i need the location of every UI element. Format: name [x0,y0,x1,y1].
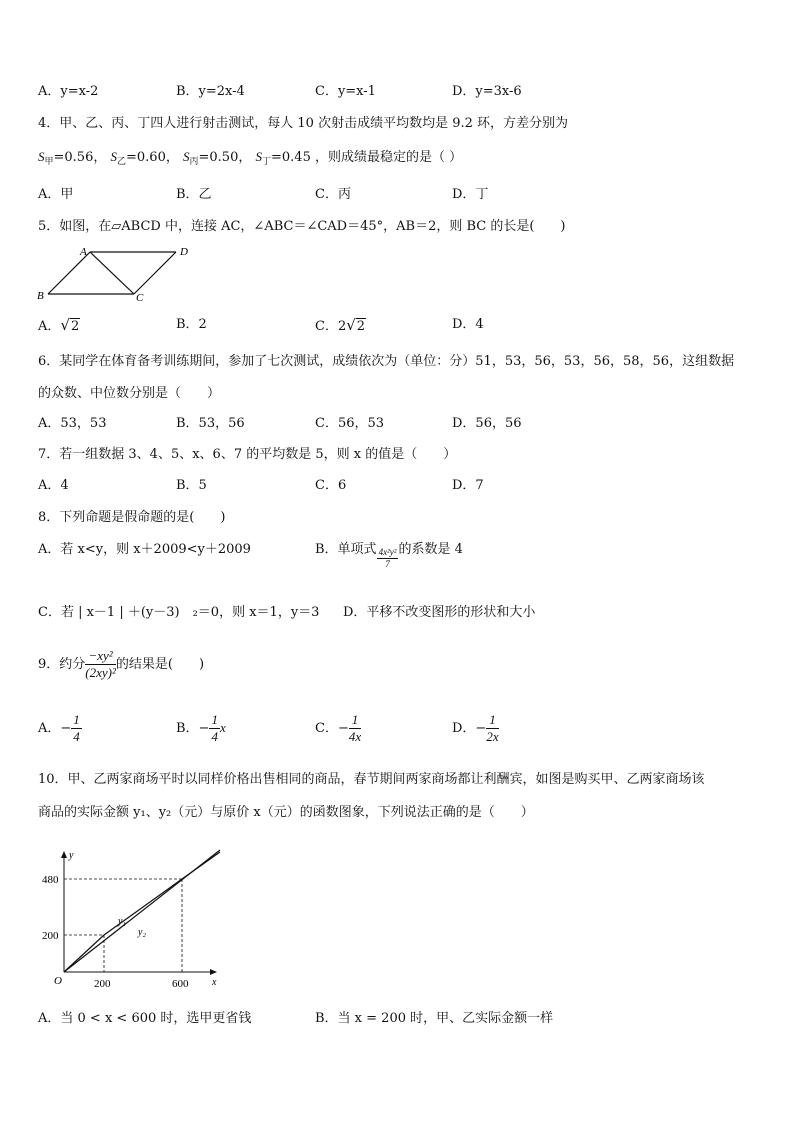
q6-option-a: A．53，53 [38,416,107,431]
q4-option-b: B．乙 [176,187,212,202]
y-tick-200: 200 [42,930,59,942]
q8-option-d: D．平移不改变图形的形状和大小 [343,605,536,620]
q3-option-c: C．y=x-1 [315,84,376,99]
q9-option-c: C．− $\frac{1}{4x}$ [315,712,362,744]
x-tick-200: 200 [94,978,111,990]
q4-stem: 4．甲、乙、丙、丁四人进行射击测试，每人 10 次射击成绩平均数均是 9.2 环，方差分别为 [38,116,569,131]
price-function-graph [34,846,234,994]
y-axis-arrow [61,851,67,858]
q5-option-c: C．2√2 [315,316,366,334]
x-tick-600: 600 [172,978,189,990]
series-y1-label: y₁ [118,916,126,927]
q7-option-a: A．4 [38,478,69,493]
q3-option-b: B．y=2x-4 [176,84,245,99]
series-y2-line [64,850,220,972]
q7-option-b: B．5 [176,478,207,493]
x-axis-label: x [212,977,217,988]
vertex-a-label: A [80,246,87,258]
q4-option-c: C．丙 [315,187,351,202]
q9-option-a: A．− $\frac{1}{4}$ [38,712,80,744]
q8-stem: 8．下列命题是假命题的是( ) [38,510,226,525]
x-axis-arrow [210,969,217,975]
q7-stem: 7．若一组数据 3、4、5、x、6、7 的平均数是 5，则 x 的值是（ ） [38,447,457,462]
q6-option-c: C．56，53 [315,416,385,431]
q7-option-d: D．7 [452,478,484,493]
q8-option-c: C．若 | x－1 | ＋(y－3) ₂＝0，则 x＝1，y＝3 [38,605,320,620]
q5-stem: 5．如图，在▱ABCD 中，连接 AC，∠ABC＝∠CAD＝45°，AB＝2，则 BC 的长是( ) [38,219,566,234]
q6-option-b: B．53，56 [176,416,245,431]
q6-stem: 6．某同学在体育备考训练期间，参加了七次测试，成绩依次为（单位：分）51，53，56，53，56，58，56，这组数据 [38,354,735,369]
q9-option-d: D．− $\frac{1}{2x}$ [452,712,499,744]
q9-option-b: B．− $\frac{1}{4}$ x [176,712,226,744]
q5-option-a: A．√2 [38,316,80,334]
q7-option-c: C．6 [315,478,347,493]
q5-option-b: B．2 [176,317,207,332]
parallelogram-figure [36,244,196,302]
q10-option-a: A．当 0 < x < 600 时，选甲更省钱 [38,1011,252,1026]
q10-stem: 10．甲、乙两家商场平时以同样价格出售相同的商品，春节期间两家商场都让利酬宾，如图是购买甲、乙两家商场该 [38,772,705,787]
q4-option-a: A．甲 [38,187,74,202]
q10-option-b: B．当 x = 200 时，甲、乙实际金额一样 [315,1011,554,1026]
q9-stem: 9．约分 $\frac{\text{−xy²}}{\text{(2xy)²}}$ 的结果是( ) [38,648,205,680]
q8-option-a: A．若 x<y，则 x＋2009<y＋2009 [38,542,251,557]
q6-stem-2: 的众数、中位数分别是（ ） [38,386,221,401]
origin-label: O [54,975,62,987]
y-axis-label: y [69,850,74,861]
series-y2-label: y₂ [138,927,146,938]
q3-option-a: A．y=x-2 [38,84,99,99]
y-tick-480: 480 [42,874,59,886]
q8-option-b: B．单项式 $\frac{\text{4x²y²}}{7}$ 的系数是 4 [315,542,463,569]
q6-option-d: D．56，56 [452,416,522,431]
q5-option-d: D．4 [452,317,484,332]
q4-option-d: D．丁 [452,187,489,202]
vertex-b-label: B [37,290,44,302]
q3-option-d: D．y=3x-6 [452,84,522,99]
q4-variances: $S_甲=0.56$， $S_乙=0.60$， $S_丙=0.50$， $S_丁=0.45$ ，则成绩最稳定的是（ ） [38,149,463,167]
vertex-c-label: C [136,292,144,302]
vertex-d-label: D [180,246,188,258]
q10-stem-2: 商品的实际金额 y₁、y₂（元）与原价 x（元）的函数图象，下列说法正确的是（ ） [38,805,534,820]
